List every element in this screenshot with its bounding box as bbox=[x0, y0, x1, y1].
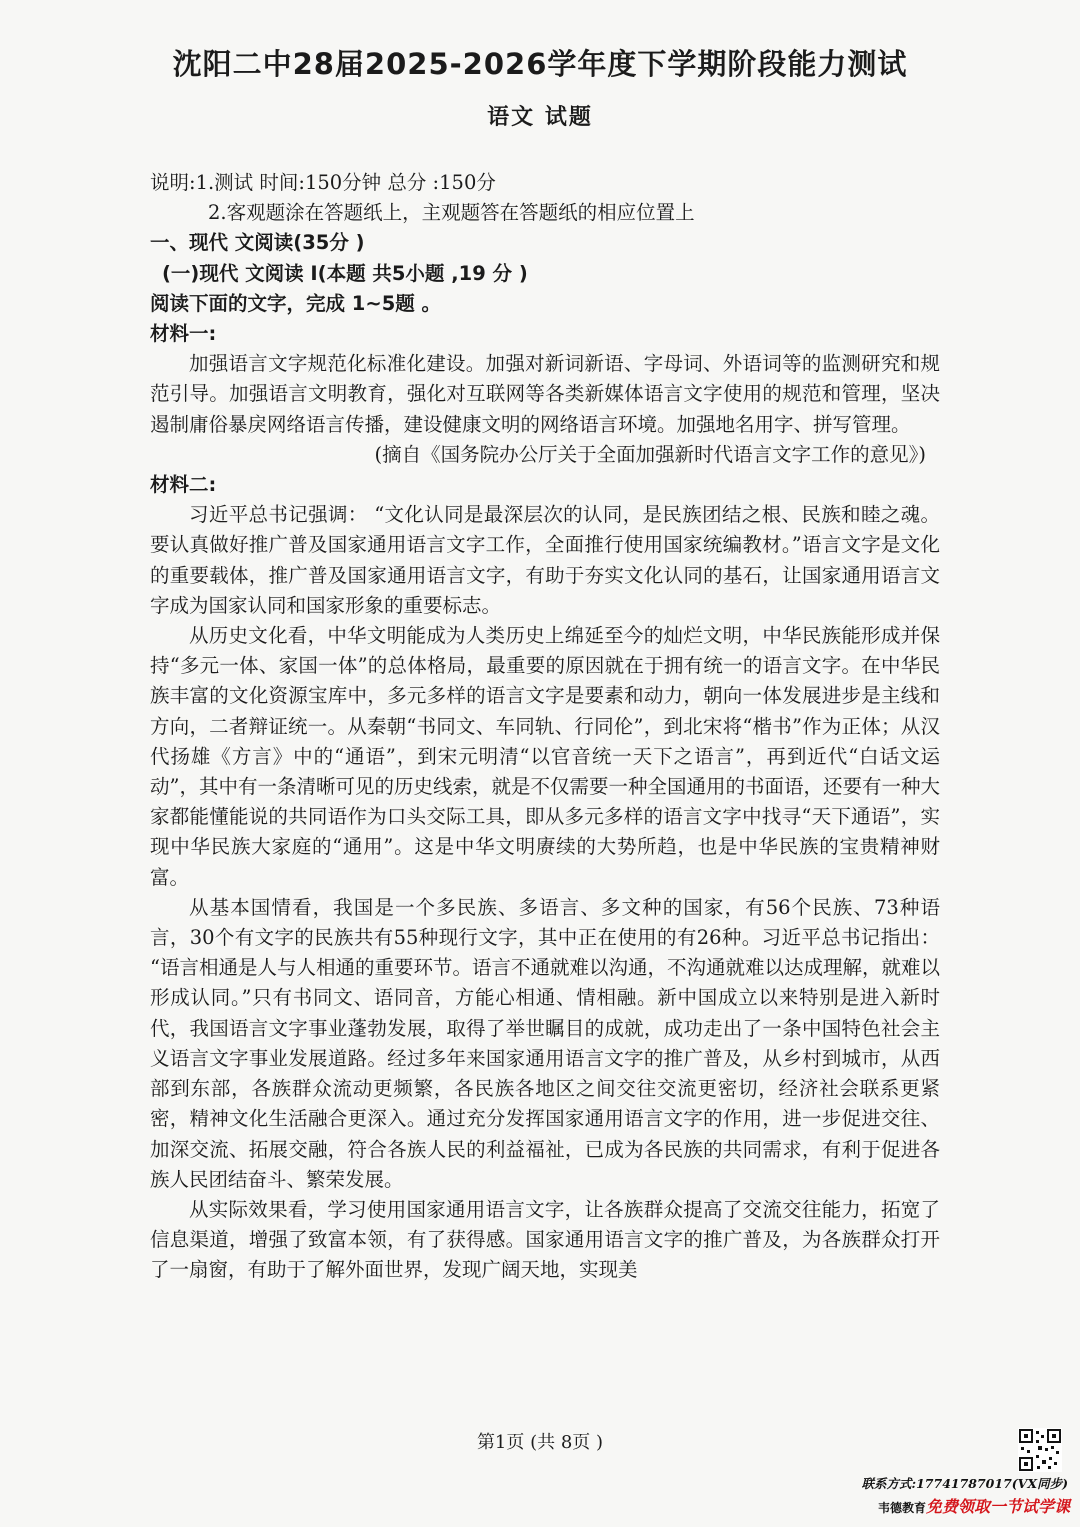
note-line-1: 说明:1.测试 时间:150分钟 总分 :150分 bbox=[150, 171, 496, 194]
exam-title: 沈阳二中28届2025-2026学年度下学期阶段能力测试 bbox=[172, 47, 908, 81]
promo-highlight: 免费领取一节试学课 bbox=[925, 1497, 1070, 1516]
contact-info: 联系方式:17741787017(VX同步) bbox=[861, 1476, 1068, 1491]
exam-body bbox=[150, 168, 940, 1286]
material-2-paragraph-3: 从基本国情看，我国是一个多民族、多语言、多文种的国家，有56个民族、73种语言，30个有文字的民族共有55种现行文字，其中正在使用的有26种。习近平总书记指出： “语言相通是人与人相通的重要环节。语言不通就难以沟通，不沟通就难以达成理解，就难以形成认同。”只有书同文、语同音，方能心相通、情相融。新中国成立以来特别是进入新时代，我国语言文字事业蓬勃发展，取得了举世瞩目的成就，成功走出了一条中国特色社会主义语言文字事业发展道路。经过多年来国家通用语言文字的推广普及，从乡村到城市，从西部到东部，各族群众流动更频繁，各民族各地区之间交往交流更密切，经济社会联系更紧密，精神文化生活融合更深入。通过充分发挥国家通用语言文字的作用，进一步促进交往、加深交流、拓展交融，符合各族人民的利益福祉，已成为各民族的共同需求，有利于促进各族人民团结奋斗、繁荣发展。 bbox=[150, 895, 940, 1191]
note-line-2: 2.客观题涂在答题纸上，主观题答在答题纸的相应位置上 bbox=[208, 201, 695, 225]
material-1-source: (摘自《国务院办公厅关于全面加强新时代语言文字工作的意见》) bbox=[374, 442, 926, 466]
material-1-label: 材料一: bbox=[150, 322, 217, 346]
exam-subtitle: 语文 试题 bbox=[487, 105, 593, 130]
page-number: 第1页 (共 8页 ) bbox=[476, 1432, 604, 1453]
material-2-paragraph-2: 从历史文化看，中华文明能成为人类历史上绵延至今的灿烂文明，中华民族能形成并保持“多元一体、家国一体”的总体格局，最重要的原因就在于拥有统一的语言文字。在中华民族丰富的文化资源宝库中，多元多样的语言文字是要素和动力，朝向一体发展进步是主线和方向，二者辩证统一。从秦朝“书同文、车同轨、行同伦”，到北宋将“楷书”作为正体；从汉代扬雄《方言》中的“通语”，到宋元明清“以官音统一天下之语言”，再到近代“白话文运动”，其中有一条清晰可见的历史线索，就是不仅需要一种全国通用的书面语，还要有一种大家都能懂能说的共同语作为口头交际工具，即从多元多样的语言文字中找寻“天下通语”，实现中华民族大家庭的“通用”。这是中华文明赓续的大势所趋，也是中华民族的宝贵精神财富。 bbox=[150, 624, 940, 889]
material-2-paragraph-4: 从实际效果看，学习使用国家通用语言文字，让各族群众提高了交流交往能力，拓宽了信息渠道，增强了致富本领，有了获得感。国家通用语言文字的推广普及，为各族群众打开了一扇窗，有助于了解外面世界，发现广阔天地，实现美 bbox=[150, 1197, 940, 1282]
subsection-heading: (一)现代 文阅读 Ⅰ(本题 共5小题 ,19 分 ) bbox=[162, 261, 528, 285]
qr-code-icon bbox=[1018, 1428, 1062, 1472]
material-2-label: 材料二: bbox=[150, 473, 217, 497]
promo-prefix: 韦德教育 bbox=[877, 1501, 926, 1515]
material-2-paragraph-1: 习近平总书记强调： “文化认同是最深层次的认同，是民族团结之根、民族和睦之魂。要认真做好推广普及国家通用语言文字工作，全面推行使用国家统编教材。”语言文字是文化的重要载体，推广普及国家通用语言文字，有助于夯实文化认同的基石，让国家通用语言文字成为国家认同和国家形象的重要标志。 bbox=[150, 503, 940, 617]
section-heading: 一、现代 文阅读(35分 ) bbox=[150, 231, 365, 255]
reading-instruction: 阅读下面的文字，完成 1~5题 。 bbox=[150, 291, 442, 315]
material-1-paragraph: 加强语言文字规范化标准化建设。加强对新词新语、字母词、外语词等的监测研究和规范引导。加强语言文明教育，强化对互联网等各类新媒体语言文字使用的规范和管理，坚决遏制庸俗暴戾网络语言传播，建设健康文明的网络语言环境。加强地名用字、拼写管理。 bbox=[150, 352, 940, 436]
promo-banner bbox=[878, 1494, 1070, 1517]
